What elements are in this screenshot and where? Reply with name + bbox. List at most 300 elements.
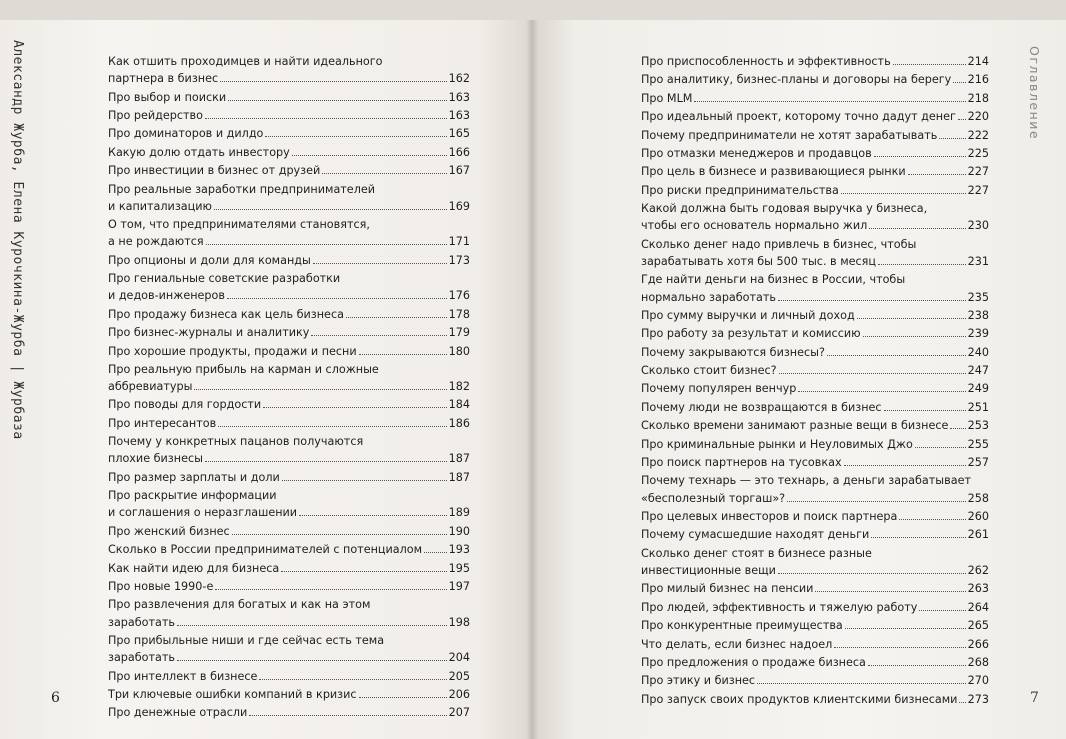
toc-page-number: 263 (967, 582, 989, 596)
toc-page-number: 173 (448, 253, 470, 267)
toc-entry (108, 216, 470, 250)
dot-leader (177, 659, 447, 661)
toc-entry-row (641, 691, 989, 708)
toc-entry-title: Про этику и бизнес (641, 674, 756, 688)
toc-entry (641, 108, 989, 125)
toc-entry (641, 417, 989, 434)
dot-leader (845, 627, 966, 629)
dot-leader (265, 135, 446, 137)
toc-page-number: 180 (448, 344, 470, 358)
toc-entry-row (641, 325, 989, 342)
toc-entry (108, 523, 470, 540)
toc-page-number: 262 (967, 564, 989, 577)
toc-entry-title: Про хорошие продукты, продажи и песни (108, 344, 357, 358)
toc-entry (108, 396, 470, 413)
toc-entry (641, 90, 989, 107)
toc-entry-title-line: Почему технарь — это технарь, а деньги зарабатывает (641, 474, 971, 488)
dot-leader (908, 173, 966, 175)
toc-entry (641, 71, 989, 88)
toc-entry-title: Про поводы для гордости (108, 398, 262, 412)
toc-page-number: 222 (967, 128, 989, 142)
toc-entry (108, 361, 470, 395)
toc-entry-title: Про бизнес-журналы и аналитику (108, 326, 310, 340)
toc-entry-title: и капитализацию (108, 199, 212, 213)
toc-entry-title-line: Про реальную прибыль на карман и сложные (108, 362, 379, 376)
toc-entry-row (108, 704, 470, 721)
toc-page-number: 179 (448, 326, 470, 340)
toc-page-number: 239 (967, 327, 989, 341)
toc-page-number: 176 (448, 289, 470, 303)
dot-leader (299, 514, 447, 516)
toc-entry-row (108, 162, 470, 179)
toc-entry (108, 704, 470, 721)
toc-entry-row (108, 287, 470, 304)
toc-entry-row (108, 324, 470, 341)
toc-entry-title: заработать (108, 651, 175, 665)
toc-page-number: 187 (448, 470, 470, 484)
toc-entry-row (641, 163, 989, 180)
toc-entry-title-line: Про реальные заработки предпринимателей (108, 182, 375, 196)
toc-entry-title: Почему закрываются бизнесы? (641, 345, 825, 359)
toc-entry (108, 469, 470, 486)
toc-entry-row (641, 380, 989, 397)
toc-entry-row (641, 490, 989, 507)
toc-entry-row (641, 108, 989, 125)
toc-entry-title: Три ключевые ошибки компаний в кризис (108, 687, 357, 701)
dot-leader (779, 372, 966, 374)
toc-entry-title-line: О том, что предпринимателями становятся, (108, 218, 370, 232)
toc-entry-title-line: Почему у конкретных пацанов получаются (108, 435, 364, 449)
toc-page-number: 162 (448, 72, 470, 86)
toc-page-number: 255 (967, 437, 989, 451)
toc-entry-title: инвестиционные вещи (641, 564, 776, 577)
toc-entry (641, 362, 989, 379)
toc-entry-row (641, 580, 989, 597)
toc-entry-title: Про идеальный проект, которому точно дадут денег (641, 110, 956, 124)
toc-entry-row (108, 668, 470, 685)
toc-page-number: 214 (967, 55, 989, 68)
toc-entry (108, 343, 470, 360)
toc-entry-row (641, 417, 989, 434)
dot-leader (869, 227, 965, 229)
dot-leader (177, 624, 447, 626)
dot-leader (863, 335, 966, 337)
toc-entry (108, 433, 470, 467)
toc-entry-title: Как найти идею для бизнеса (108, 561, 280, 575)
toc-entry (641, 454, 989, 471)
dot-leader (868, 664, 966, 666)
toc-entry-title: Про сумму выручки и личный доход (641, 308, 855, 322)
toc-entry-row (641, 562, 989, 579)
toc-entry (108, 162, 470, 179)
toc-entry-title: Про работу за результат и комиссию (641, 327, 861, 341)
toc-entry-title: Про отмазки менеджеров и продавцов (641, 146, 872, 160)
toc-entry-title: Про приспособленность и эффективность (641, 55, 891, 68)
toc-page-number: 227 (967, 165, 989, 179)
toc-page-number: 268 (967, 655, 989, 669)
toc-page-number: 270 (967, 674, 989, 688)
toc-entry-title: Про целевых инвесторов и поиск партнера (641, 510, 898, 524)
toc-entry-title: Сколько в России предпринимателей с потенциалом (108, 543, 423, 557)
dot-leader (214, 208, 447, 210)
toc-page-number: 207 (448, 706, 470, 720)
toc-entry-title: Про конкурентные преимущества (641, 619, 843, 633)
toc-entry-title: Про размер зарплаты и доли (108, 470, 280, 484)
toc-page-number: 227 (967, 183, 989, 197)
toc-entry-title: плохие бизнесы (108, 452, 203, 466)
toc-entry-row (641, 672, 989, 689)
toc-page-number: 165 (448, 127, 470, 141)
dot-leader (884, 409, 966, 411)
toc-entry-row (108, 523, 470, 540)
toc-entry (108, 125, 470, 142)
toc-entry-title: Про доминаторов и дилдо (108, 127, 264, 141)
toc-entry (641, 145, 989, 162)
toc-entry (108, 181, 470, 215)
dot-leader (228, 99, 446, 101)
dot-leader (259, 678, 446, 680)
toc-entry-row (641, 289, 989, 306)
toc-entry-row (641, 436, 989, 453)
left-page-number: 6 (51, 690, 60, 706)
toc-entry-row (108, 504, 470, 521)
toc-page-number: 231 (967, 254, 989, 268)
toc-entry-title: Про продажу бизнеса как цель бизнеса (108, 307, 344, 321)
dot-leader (359, 353, 447, 355)
toc-entry-row (641, 307, 989, 324)
toc-page-number: 205 (448, 669, 470, 683)
toc-entry (108, 306, 470, 323)
toc-entry-title: Что делать, если бизнес надоел (641, 637, 833, 651)
book-spine-shadow (526, 20, 538, 739)
toc-entry-title: Про аналитику, бизнес-планы и договоры на берегу (641, 73, 952, 87)
toc-entry-title-line: Про раскрытие информации (108, 489, 277, 503)
toc-entry-title: Почему люди не возвращаются в бизнес (641, 400, 882, 414)
toc-entry-row (108, 560, 470, 577)
toc-page-number: 225 (967, 146, 989, 160)
dot-leader (313, 262, 447, 264)
toc-entry-title-line: Как отшить проходимцев и найти идеального (108, 55, 383, 68)
toc-entry-row (641, 599, 989, 616)
toc-entry (108, 415, 470, 432)
dot-leader (939, 137, 965, 139)
toc-entry-row (641, 90, 989, 107)
toc-entry (641, 545, 989, 579)
dot-leader (844, 464, 966, 466)
toc-entry-title: и дедов-инженеров (108, 289, 225, 303)
toc-entry-row (641, 127, 989, 144)
toc-entry-title: «бесполезный торгаш»? (641, 491, 786, 505)
toc-entry-title: Про милый бизнес на пенсии (641, 582, 814, 596)
toc-page-number: 184 (448, 398, 470, 412)
toc-entry-row (641, 617, 989, 634)
toc-page-number: 198 (448, 615, 470, 629)
toc-entry-title: Про риски предпринимательства (641, 183, 839, 197)
toc-entry (641, 344, 989, 361)
toc-page-number: 273 (967, 692, 989, 706)
toc-entry (108, 596, 470, 630)
toc-entry-title: Про запуск своих продуктов клиентскими бизнесами (641, 692, 958, 706)
toc-page-number: 186 (448, 416, 470, 430)
toc-entry (641, 325, 989, 342)
dot-leader (878, 263, 966, 265)
toc-page-number: 171 (448, 235, 470, 249)
toc-page-number: 235 (967, 290, 989, 304)
dot-leader (215, 588, 446, 590)
dot-leader (205, 117, 447, 119)
toc-entry (108, 107, 470, 124)
dot-leader (778, 572, 966, 574)
toc-entry-row (108, 415, 470, 432)
toc-page-number: 169 (448, 199, 470, 213)
toc-page-number: 220 (967, 110, 989, 124)
toc-entry-title: Про предложения о продаже бизнеса (641, 655, 866, 669)
toc-page-number: 260 (967, 510, 989, 524)
toc-page-number: 178 (448, 307, 470, 321)
right-page-number: 7 (1030, 690, 1039, 706)
toc-entry-row (641, 145, 989, 162)
toc-page-number: 249 (967, 382, 989, 396)
dot-leader (827, 354, 966, 356)
toc-entry (641, 508, 989, 525)
dot-leader (359, 696, 447, 698)
toc-page-number: 230 (967, 219, 989, 233)
toc-entry (641, 436, 989, 453)
toc-entry-title: Сколько стоит бизнес? (641, 364, 777, 378)
dot-leader (282, 479, 447, 481)
toc-entry-row (641, 399, 989, 416)
toc-page-number: 265 (967, 619, 989, 633)
toc-page-number: 189 (448, 506, 470, 520)
toc-page-number: 216 (967, 73, 989, 87)
toc-entry-title-line: Какой должна быть годовая выручка у бизнеса, (641, 202, 928, 216)
toc-entry-title: Почему предприниматели не хотят зарабатывать (641, 128, 938, 142)
toc-entry (108, 632, 470, 666)
toc-entry-title: Почему сумасшедшие находят деньги (641, 528, 870, 542)
running-title: Александр Журба, Елена Курочкина-Журба | Журбаза (10, 40, 25, 440)
toc-entry-row (108, 252, 470, 269)
toc-entry-title: и соглашения о неразглашении (108, 506, 298, 520)
toc-entry-row (641, 362, 989, 379)
dot-leader (953, 81, 965, 83)
toc-entry-title: Про женский бизнес (108, 524, 230, 538)
dot-leader (815, 590, 965, 592)
toc-entry-row (108, 89, 470, 106)
toc-entry-title: Про цель в бизнесе и развивающиеся рынки (641, 165, 906, 179)
toc-entry-title-line: Про гениальные советские разработки (108, 272, 341, 286)
toc-entry-row (641, 344, 989, 361)
toc-entry (641, 636, 989, 653)
toc-entry (641, 271, 989, 305)
toc-entry (641, 182, 989, 199)
toc-entry-title: Про денежные отрасли (108, 706, 248, 720)
toc-entry (641, 200, 989, 234)
toc-page-number: 193 (448, 543, 470, 557)
toc-entry-title: чтобы его основатель нормально жил (641, 219, 868, 233)
toc-entry (108, 89, 470, 106)
toc-page-number: 166 (448, 145, 470, 159)
toc-entry (641, 580, 989, 597)
toc-entry-row (108, 649, 470, 666)
dot-leader (263, 406, 446, 408)
toc-entry (641, 307, 989, 324)
toc-page-number: 206 (448, 687, 470, 701)
dot-leader (206, 243, 447, 245)
toc-entry (641, 472, 989, 506)
toc-entry-row (108, 70, 470, 87)
toc-entry-row (641, 71, 989, 88)
toc-entry (108, 541, 470, 558)
toc-page-number: 218 (967, 91, 989, 105)
dot-leader (424, 551, 447, 553)
toc-entry-row (108, 396, 470, 413)
toc-entry-title-line: Где найти деньги на бизнес в России, чтобы (641, 273, 906, 287)
dot-leader (893, 63, 966, 65)
toc-entry-title: Про MLM (641, 91, 693, 105)
left-toc-list (108, 53, 470, 723)
toc-entry-row (108, 306, 470, 323)
dot-leader (218, 425, 446, 427)
dot-leader (227, 297, 447, 299)
dot-leader (871, 536, 965, 538)
toc-entry (641, 617, 989, 634)
toc-entry-title: заработать (108, 615, 175, 629)
toc-entry (108, 578, 470, 595)
toc-entry-row (641, 508, 989, 525)
toc-page-number: 195 (448, 561, 470, 575)
toc-entry (108, 686, 470, 703)
toc-entry-row (108, 541, 470, 558)
dot-leader (899, 518, 965, 520)
toc-page-number: 190 (448, 524, 470, 538)
toc-entry-row (108, 378, 470, 395)
toc-entry-title: Про интеллект в бизнесе (108, 669, 258, 683)
dot-leader (757, 682, 966, 684)
right-toc-list (641, 53, 989, 709)
dot-leader (694, 100, 965, 102)
toc-entry (108, 53, 470, 87)
toc-entry (641, 236, 989, 270)
toc-entry-row (108, 469, 470, 486)
toc-entry (108, 668, 470, 685)
dot-leader (857, 317, 966, 319)
toc-entry (641, 654, 989, 671)
toc-entry (108, 324, 470, 341)
toc-page-number: 163 (448, 108, 470, 122)
toc-page-number: 182 (448, 380, 470, 394)
dot-leader (292, 154, 447, 156)
toc-entry-title: а не рождаются (108, 235, 204, 249)
toc-entry-row (641, 53, 989, 70)
toc-entry-title-line: Сколько денег стоят в бизнесе разные (641, 546, 872, 560)
toc-entry-row (108, 233, 470, 250)
toc-entry-row (108, 614, 470, 631)
toc-entry (108, 252, 470, 269)
toc-entry-title: Про новые 1990-е (108, 580, 214, 594)
toc-entry-title: Про криминальные рынки и Неуловимых Джо (641, 437, 913, 451)
toc-entry-title: Про выбор и поиски (108, 90, 227, 104)
dot-leader (249, 714, 446, 716)
toc-entry-row (108, 125, 470, 142)
toc-page-number: 163 (448, 90, 470, 104)
toc-entry-row (641, 454, 989, 471)
toc-page-number: 197 (448, 580, 470, 594)
toc-entry-row (108, 107, 470, 124)
dot-leader (311, 334, 446, 336)
dot-leader (959, 701, 965, 703)
dot-leader (915, 446, 966, 448)
toc-entry (641, 526, 989, 543)
toc-entry-title: Про инвестиции в бизнес от друзей (108, 164, 321, 178)
toc-entry (641, 380, 989, 397)
toc-entry-row (108, 450, 470, 467)
toc-page-number: 266 (967, 637, 989, 651)
toc-entry-title: Про поиск партнеров на тусовках (641, 456, 842, 470)
toc-entry-row (108, 686, 470, 703)
toc-page-number: 238 (967, 308, 989, 322)
dot-leader (958, 118, 966, 120)
toc-entry-row (108, 578, 470, 595)
toc-entry-title: Про людей, эффективность и тяжелую работу (641, 600, 918, 614)
toc-entry-title-line: Про прибыльные ниши и где сейчас есть тема (108, 634, 385, 647)
dot-leader (787, 500, 966, 502)
toc-entry (641, 399, 989, 416)
dot-leader (205, 460, 447, 462)
toc-entry-row (641, 526, 989, 543)
toc-entry (641, 127, 989, 144)
toc-entry-title-line: Сколько денег надо привлечь в бизнес, чтобы (641, 237, 917, 251)
toc-entry (641, 599, 989, 616)
toc-page-number: 253 (967, 419, 989, 433)
toc-entry-title: Про опционы и доли для команды (108, 253, 311, 267)
dot-leader (874, 155, 966, 157)
dot-leader (834, 646, 965, 648)
toc-entry-title: Сколько времени занимают разные вещи в бизнесе (641, 419, 949, 433)
toc-entry-title-line: Про развлечения для богатых и как на этом (108, 598, 371, 612)
dot-leader (778, 299, 966, 301)
toc-entry (641, 672, 989, 689)
dot-leader (232, 533, 447, 535)
toc-page-number: 264 (967, 600, 989, 614)
toc-entry-title: Про интересантов (108, 416, 217, 430)
toc-page-number: 167 (448, 164, 470, 178)
toc-entry (108, 144, 470, 161)
toc-page-number: 251 (967, 400, 989, 414)
dot-leader (950, 427, 965, 429)
toc-entry-row (641, 253, 989, 270)
toc-entry (641, 691, 989, 708)
toc-entry-row (641, 636, 989, 653)
dot-leader (798, 390, 965, 392)
toc-entry-row (108, 144, 470, 161)
section-title: Оглавление (1027, 46, 1042, 141)
toc-entry-row (641, 217, 989, 234)
toc-page-number: 257 (967, 456, 989, 470)
toc-page-number: 258 (967, 491, 989, 505)
dot-leader (346, 316, 447, 318)
toc-entry (108, 487, 470, 521)
toc-entry-title: аббревиатуры (108, 380, 193, 394)
toc-entry (641, 53, 989, 70)
dot-leader (322, 172, 446, 174)
toc-page-number: 247 (967, 364, 989, 378)
dot-leader (281, 570, 446, 572)
toc-entry-row (641, 654, 989, 671)
dot-leader (194, 388, 446, 390)
toc-entry-row (108, 343, 470, 360)
toc-page-number: 204 (448, 651, 470, 665)
toc-entry (108, 560, 470, 577)
